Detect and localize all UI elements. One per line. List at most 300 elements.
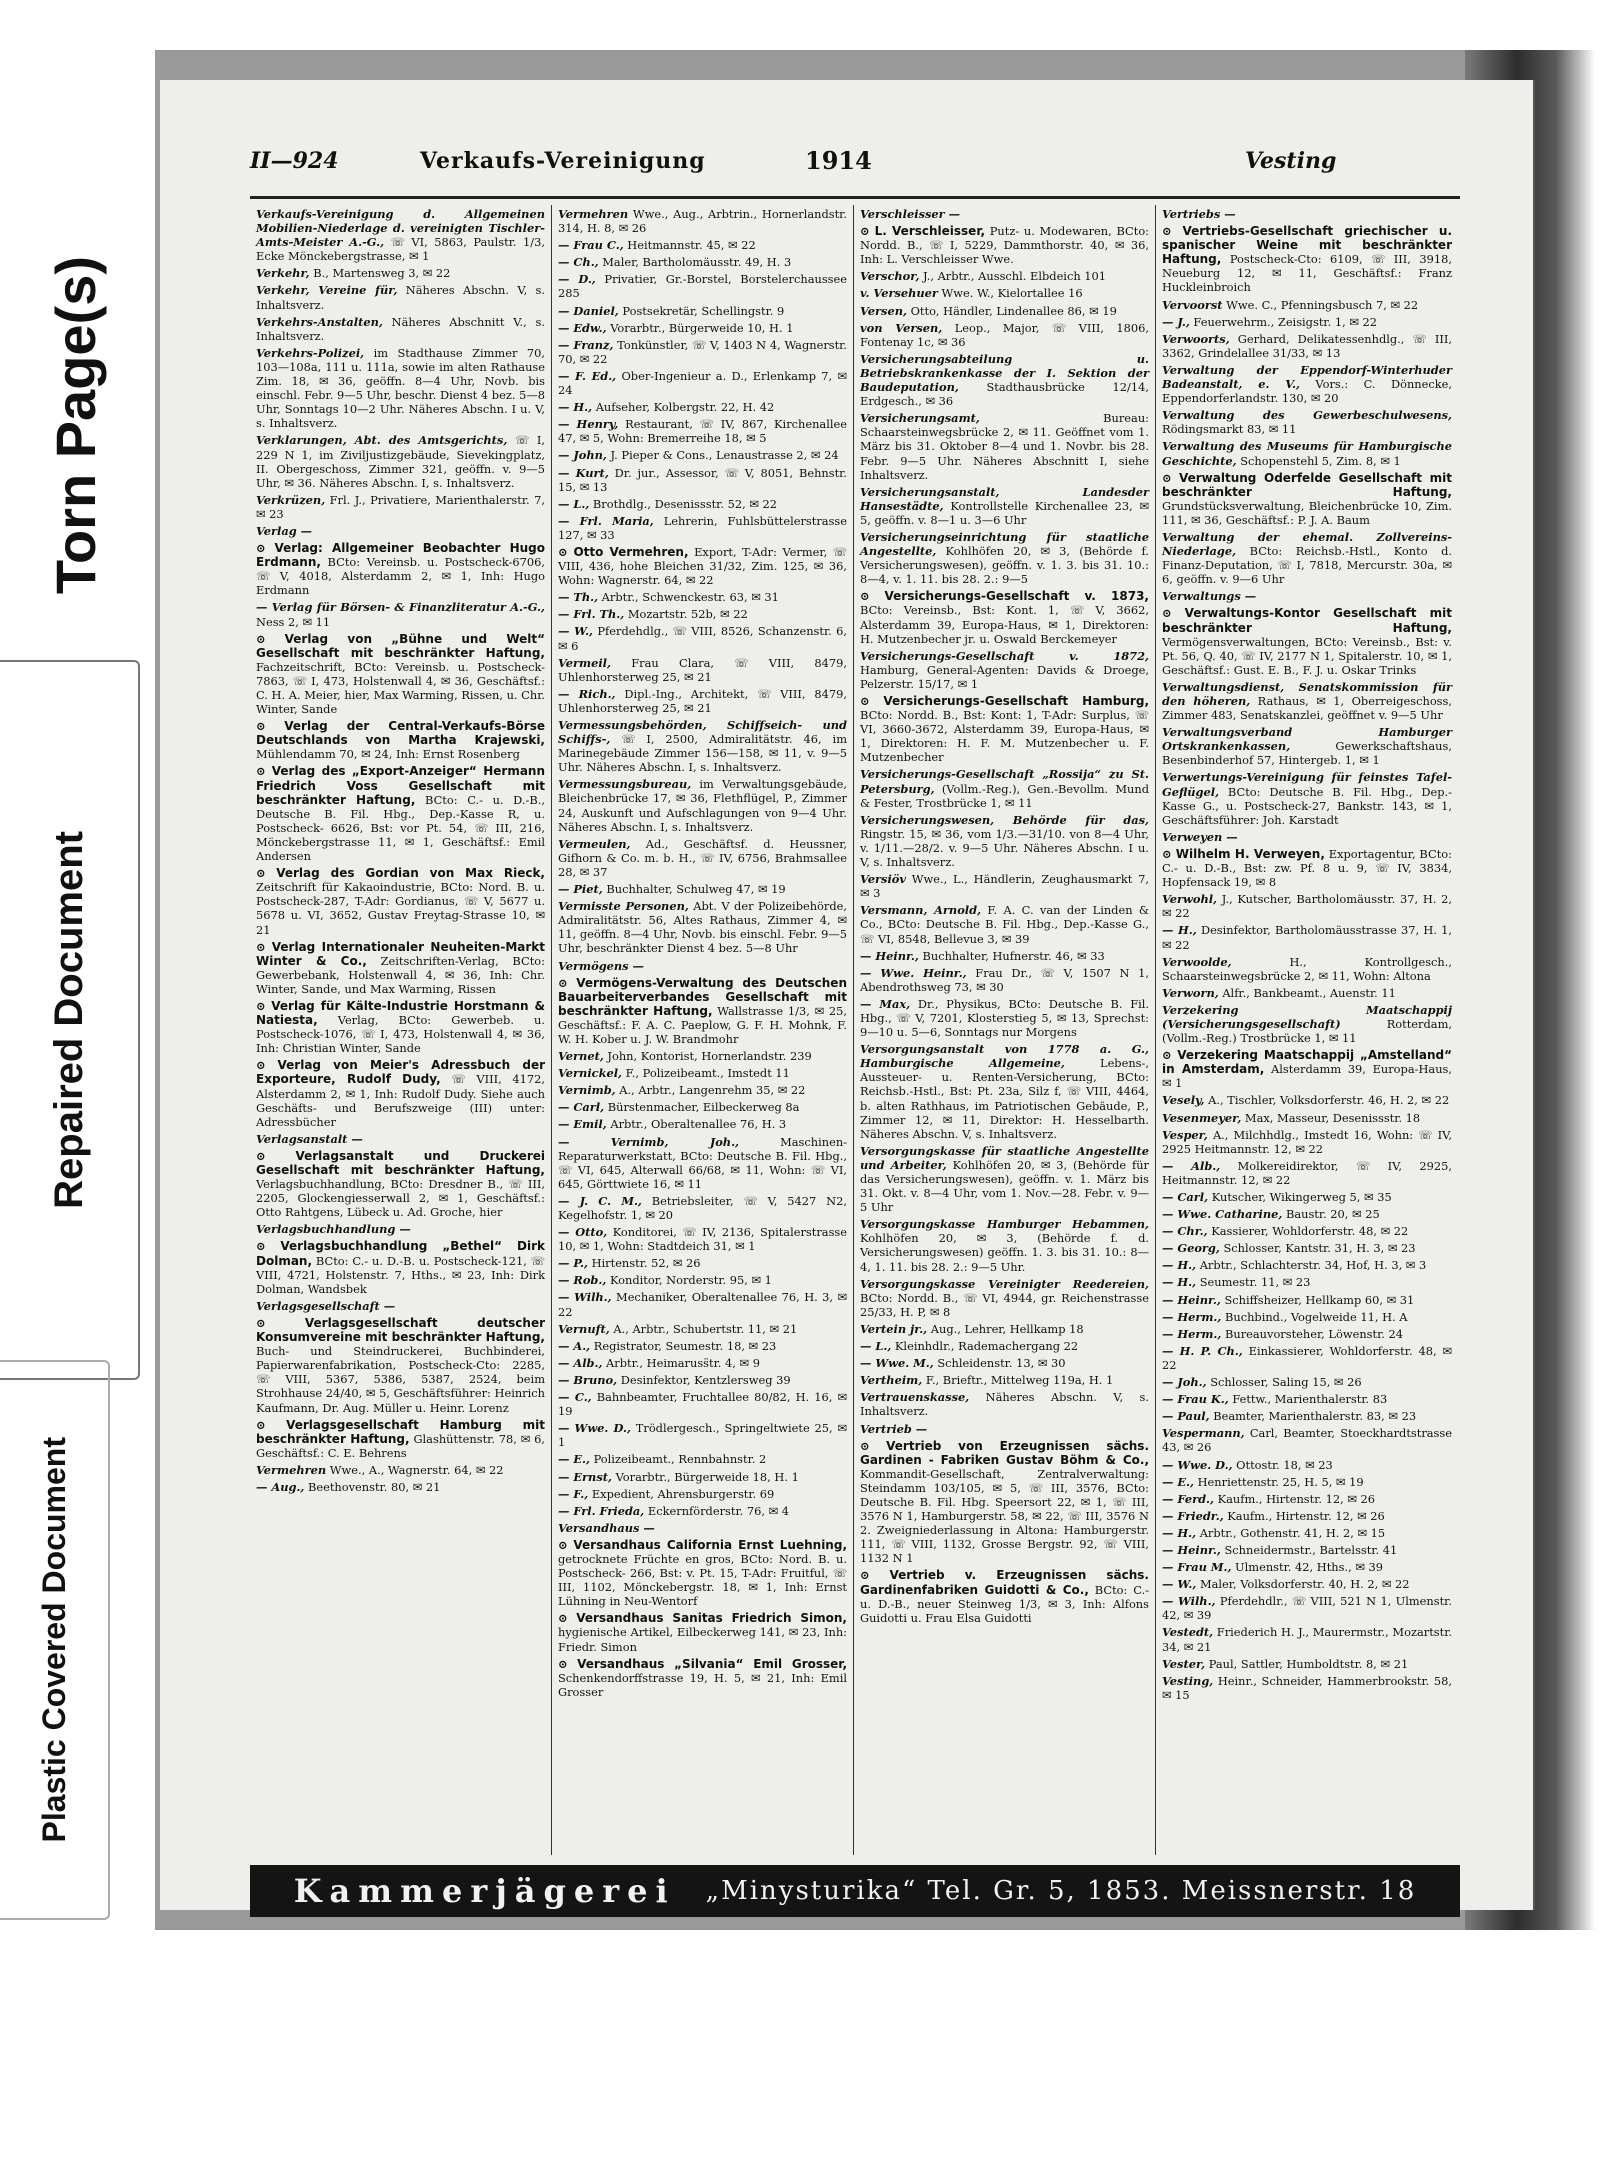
column-1 bbox=[250, 205, 552, 1855]
entry-name: Vernimb, bbox=[558, 1083, 616, 1098]
entry-details: Glashüttenstr. 78, ✉ 6, Geschäftsf.: C. E. Behrens bbox=[256, 1431, 545, 1460]
entry-name: — Aug., bbox=[256, 1479, 305, 1494]
entry-details: Fettw., Marienthalerstr. 83 bbox=[1232, 1392, 1388, 1407]
entry-details: Schopenstehl 5, Zim. 8, ✉ 1 bbox=[1240, 453, 1401, 468]
directory-entry bbox=[1162, 1526, 1452, 1540]
entry-name: Versandhaus — bbox=[558, 1520, 655, 1535]
directory-entry bbox=[1162, 1426, 1452, 1454]
directory-entry bbox=[860, 286, 1149, 300]
directory-entry bbox=[1162, 408, 1452, 436]
entry-details: BCto: C.- u. D.-B., neuer Steinweg 1/3, ✉ 3, Inh: Alfons Guidotti u. Frau Elsa Guidotti bbox=[860, 1582, 1149, 1625]
entry-details: Kleinhdlr., Rademachergang 22 bbox=[894, 1339, 1079, 1354]
directory-entry bbox=[860, 1390, 1149, 1418]
directory-entry bbox=[256, 1058, 545, 1128]
entry-details: Trödlergesch., Springeltwiete 25, ✉ 1 bbox=[558, 1421, 847, 1450]
entry-details: Privatier, Gr.-Borstel, Borstelerchaussee 285 bbox=[558, 272, 847, 301]
entry-details: Frl. J., Privatiere, Marienthalerstr. 7, ✉ 23 bbox=[256, 492, 545, 521]
directory-entry bbox=[860, 485, 1149, 527]
directory-entry bbox=[256, 1149, 545, 1219]
entry-details: Arbtr., Heimaruss̈tr. 4, ✉ 9 bbox=[606, 1355, 760, 1370]
directory-entry bbox=[1162, 1577, 1452, 1591]
entry-name: Verwaltung des Museums für Hamburgische Geschichte, bbox=[1162, 439, 1452, 468]
entry-name: Verlag des „Export-Anzeiger“ Hermann Friedrich Voss Gesellschaft mit beschränkter Haftung, bbox=[256, 764, 546, 807]
entry-name: Verschleisser — bbox=[860, 207, 961, 221]
entry-name: Vernickel, bbox=[558, 1066, 623, 1081]
directory-entry bbox=[558, 1373, 847, 1387]
entry-details: Wwe. C., Pfenningsbusch 7, ✉ 22 bbox=[1226, 297, 1419, 312]
entry-details: A., Arbtr., Langenrehm 35, ✉ 22 bbox=[619, 1083, 806, 1098]
entry-name: Vermisste Personen, bbox=[558, 899, 689, 914]
entry-name: Verwaltung Oderfelde Gesellschaft mit beschränkter Haftung, bbox=[1162, 470, 1452, 499]
entry-name: Versicherungs-Gesellschaft v. 1873, bbox=[884, 589, 1149, 604]
entry-details: Aufseher, Kolbergstr. 22, H. 42 bbox=[595, 400, 775, 415]
entry-details: Schneidermstr., Bartelsstr. 41 bbox=[1224, 1542, 1398, 1557]
entry-name: — Frl. Frieda, bbox=[558, 1503, 645, 1518]
entry-details: J., Kutscher, Bartholomäusstr. 37, H. 2, ✉ 22 bbox=[1162, 892, 1453, 921]
entry-name: — A., bbox=[558, 1338, 591, 1353]
entry-name: Vermessungsbehörden, Schiffseich- und Schiffs-, bbox=[558, 718, 847, 747]
tab-repaired-document[interactable] bbox=[0, 660, 140, 1380]
directory-entry bbox=[558, 976, 847, 1046]
entry-details: (Vollm.-Reg.), Gen.-Bevollm. Mund & Fester, Trostbrücke 1, ✉ 11 bbox=[860, 781, 1149, 810]
entry-name: Verlag des Gordian von Max Rieck, bbox=[276, 866, 545, 881]
entry-details: Wallstrasse 1/3, ✉ 25, Geschäftsf.: F. A. C. Paeplow, G. F. H. Mohnk, F. W. H. Kober u. J. W. Brandmohr bbox=[558, 1003, 847, 1046]
directory-entry bbox=[1162, 1458, 1452, 1472]
directory-entry bbox=[558, 255, 847, 269]
directory-entry bbox=[558, 497, 847, 511]
directory-entry bbox=[1162, 1293, 1452, 1307]
directory-entry bbox=[1162, 1190, 1452, 1204]
entry-name: — W., bbox=[1162, 1577, 1197, 1592]
entry-details: Carl, Beamter, Stoeckhardtstrasse 43, ✉ 26 bbox=[1162, 1426, 1452, 1455]
entry-details: F., Polizeibeamt., Imstedt 11 bbox=[625, 1066, 790, 1081]
directory-entry bbox=[1162, 1344, 1452, 1372]
entry-name: — Frau K., bbox=[1162, 1392, 1229, 1407]
directory-entry bbox=[256, 283, 545, 311]
entry-name: Vervoorst bbox=[1162, 297, 1223, 312]
entry-name: Versandhaus Sanitas Friedrich Simon, bbox=[576, 1611, 847, 1626]
entry-details: Wwe., A., Wagnerstr. 64, ✉ 22 bbox=[329, 1462, 504, 1477]
entry-details: Dipl.-Ing., Architekt, ☏ VIII, 8479, Uhlenhorsterweg 25, ✉ 21 bbox=[558, 686, 847, 715]
directory-entry bbox=[860, 1322, 1149, 1336]
directory-entry bbox=[1162, 892, 1452, 920]
entry-name: — John, bbox=[558, 448, 607, 463]
entry-details: Rotterdam, (Vollm.-Reg.) Trostbrücke 1, ✉ 11 bbox=[1162, 1016, 1452, 1046]
directory-entry bbox=[558, 1117, 847, 1131]
entry-details: Friederich H. J., Maurermstr., Mozartstr. 34, ✉ 21 bbox=[1162, 1625, 1453, 1654]
entry-details: Brothdlg., Desenissstr. 52, ✉ 22 bbox=[592, 496, 777, 511]
entry-details: Vors.: C. Dönnecke, Eppendorferlandstr. 130, ✉ 20 bbox=[1162, 377, 1453, 406]
entry-details: Ness 2, ✉ 11 bbox=[256, 614, 331, 629]
directory-entry bbox=[860, 1439, 1149, 1566]
directory-entry bbox=[1162, 1375, 1452, 1389]
entry-details: Dr., Physikus, BCto: Deutsche B. Fil. Hbg., ☏ V, 7201, Klosterstieg 5, ✉ 13, Sprechst: 9—10 u. 5—6, Sonntags nur Morgens bbox=[860, 996, 1150, 1040]
entry-details: Schleidenstr. 13, ✉ 30 bbox=[937, 1356, 1066, 1371]
entry-name: Otto Vermehren, bbox=[573, 544, 689, 559]
entry-name: Verwaltung der ehemal. Zollvereins-Niederlage, bbox=[1162, 529, 1452, 559]
entry-name: Vesely, bbox=[1162, 1093, 1205, 1108]
directory-entry bbox=[558, 1135, 847, 1191]
directory-entry bbox=[256, 433, 545, 489]
entry-name: Verlagsanstalt — bbox=[256, 1131, 363, 1146]
entry-details: Betriebsleiter, ☏ V, 5427 N2, Kegelhofstr. 1, ✉ 20 bbox=[558, 1193, 847, 1222]
entry-details: Kohlhöfen 20, ✉ 3, (Behörde für das Versicherungswesen), geöffn. v. 1. März bis 31. Okt. v. 8—4 Uhr, vom 1. Nov.—28. Febr. v. 9—5 Uhr bbox=[860, 1157, 1149, 1215]
directory-entry bbox=[1162, 770, 1452, 826]
directory-entry bbox=[256, 764, 545, 863]
directory-entry bbox=[256, 1239, 545, 1295]
entry-details: Feuerwehrm., Zeisigstr. 1, ✉ 22 bbox=[1193, 314, 1377, 329]
directory-entry bbox=[558, 304, 847, 318]
entry-name: Versicherungs-Gesellschaft „Rossija“ zu St. Petersburg, bbox=[860, 767, 1149, 796]
directory-entry bbox=[860, 224, 1149, 266]
directory-entry bbox=[558, 1256, 847, 1270]
running-head bbox=[250, 148, 1460, 188]
directory-entry bbox=[1162, 471, 1452, 527]
entry-name: — H., bbox=[1162, 923, 1197, 938]
entry-name: Vermeulen, bbox=[558, 836, 631, 851]
entry-details: Fachzeitschrift, BCto: Vereinsb. u. Postscheck-7863, ☏ I, 473, Holstenwall 4, ✉ 36, Geschäftsf.: C. H. A. Meier, hier, Max Warming, Rissen, u. Chr. Winter, Sande bbox=[256, 659, 546, 717]
entry-details: Zeitschriften-Verlag, BCto: Gewerbebank, Holstenwall 4, ✉ 36, Inh: Chr. Winter, Sande, und Max Warming, Rissen bbox=[256, 953, 545, 996]
directory-entry bbox=[256, 719, 545, 761]
directory-entry bbox=[860, 813, 1149, 869]
entry-name: — Chr., bbox=[1162, 1224, 1208, 1239]
entry-details: Ringstr. 15, ✉ 36, vom 1/3.—31/10. von 8—4 Uhr, v. 1/11.—28/2. v. 9—5 Uhr. Näheres Abschn. I u. V, s. Inhaltsverz. bbox=[860, 826, 1149, 870]
entry-details: Arbtr., Oberaltenallee 76, H. 3 bbox=[610, 1117, 787, 1132]
entry-details: Buchhalter, Schulweg 47, ✉ 19 bbox=[606, 882, 786, 897]
entry-name: Verklarungen, Abt. des Amtsgerichts, bbox=[256, 433, 508, 448]
entry-name: Verwaltungsdienst, Senatskommission für den höheren, bbox=[1162, 679, 1452, 708]
directory-entry bbox=[1162, 207, 1452, 221]
entry-details: Dr. jur., Assessor, ☏ V, 8051, Behnstr. 15, ✉ 13 bbox=[558, 465, 847, 494]
directory-columns bbox=[250, 205, 1460, 1855]
entry-name: — Henry, bbox=[558, 417, 619, 432]
entry-name: — Rob., bbox=[558, 1273, 607, 1288]
directory-entry bbox=[1162, 1594, 1452, 1622]
entry-details: Frau Dr., ☏ V, 1507 N 1, Abendrothsweg 73, ✉ 30 bbox=[860, 965, 1150, 994]
directory-entry bbox=[256, 1132, 545, 1146]
tab-torn-pages[interactable] bbox=[0, 190, 150, 660]
entry-name: Versicherungsamt, bbox=[860, 411, 980, 426]
directory-entry bbox=[1162, 589, 1452, 603]
entry-details: ☏ I, 229 N 1, im Ziviljustizgebäude, Sievekingplatz, II. Obergeschoss, Zimmer 321, geöffn. v. 9—5 Uhr, ✉ 36. Näheres Abschn. I, s. Inhaltsverz. bbox=[256, 433, 545, 490]
entry-name: Verkehr, Vereine für, bbox=[256, 283, 398, 298]
entry-name: — Paul, bbox=[1162, 1409, 1210, 1424]
entry-name: L. Verschleisser, bbox=[874, 224, 986, 239]
entry-details: Ober-Ingenieur a. D., Erlenkamp 7, ✉ 24 bbox=[558, 368, 847, 398]
directory-entry bbox=[860, 1356, 1149, 1370]
entry-details: Schiffsheizer, Hellkamp 60, ✉ 31 bbox=[1224, 1292, 1415, 1307]
entry-name: — Ernst, bbox=[558, 1469, 612, 1484]
entry-details: Verlagsbuchhandlung, BCto: Dresdner B., ☏ III, 2205, Glockengiesserwall 2, ✉ 1, Geschäftsf.: Otto Rahtgens, Lübeck u. Ad. Groche, hier bbox=[256, 1177, 545, 1220]
entry-name: — Heinr., bbox=[860, 948, 919, 963]
entry-name: Versicherungsabteilung u. Betriebskrankenkasse der I. Sektion der Baudeputation, bbox=[860, 351, 1149, 395]
entry-details: Bahnbeamter, Fruchtallee 80/82, H. 16, ✉ 19 bbox=[558, 1390, 848, 1419]
entry-details: Näheres Abschn. V, s. Inhaltsverz. bbox=[256, 283, 545, 312]
directory-entry bbox=[1162, 1409, 1452, 1423]
entry-name: Versicherungs-Gesellschaft Hamburg, bbox=[883, 694, 1149, 708]
entry-name: — Heinr., bbox=[1162, 1292, 1221, 1307]
directory-entry bbox=[860, 530, 1149, 586]
entry-name: — Otto, bbox=[558, 1225, 608, 1240]
entry-name: Verwaltungs-Kontor Gesellschaft mit beschränkter Haftung, bbox=[1162, 606, 1452, 635]
entry-name: — Wwe. M., bbox=[860, 1356, 934, 1371]
entry-name: — Vernimb, Joh., bbox=[558, 1134, 740, 1149]
entry-name: Verkaufs-Vereinigung d. Allgemeinen Mobilien-Niederlage d. vereinigten Tischler-Amts-Meister A.-G., bbox=[256, 207, 545, 250]
directory-entry bbox=[1162, 1048, 1452, 1090]
directory-entry bbox=[558, 1339, 847, 1353]
entry-details: Rathaus, ✉ 1, Oberreigeschoss, Zimmer 483, Senatskanzlei, geöffnet v. 9—5 Uhr bbox=[1162, 694, 1452, 723]
directory-entry bbox=[558, 514, 847, 542]
directory-entry bbox=[860, 352, 1149, 408]
column-3 bbox=[854, 205, 1156, 1855]
entry-name: Vester, bbox=[1162, 1656, 1206, 1671]
directory-entry bbox=[1162, 1625, 1452, 1653]
directory-entry bbox=[860, 1568, 1149, 1624]
entry-name: Vertriebs — bbox=[1162, 207, 1236, 221]
entry-name: — Th., bbox=[558, 590, 599, 605]
entry-details: Konditorei, ☏ IV, 2136, Spitalerstrasse 10, ✉ 1, Wohn: Stadtdeich 31, ✉ 1 bbox=[558, 1225, 847, 1254]
banner-main-text: Kammerjägerei bbox=[293, 1872, 676, 1910]
directory-entry bbox=[1162, 1560, 1452, 1574]
entry-details: Kassierer, Wohldorferstr. 48, ✉ 22 bbox=[1211, 1224, 1409, 1239]
entry-details: Wwe., L., Händlerin, Zeughausmarkt 7, ✉ 3 bbox=[860, 872, 1149, 901]
entry-name: Vertriebs-Gesellschaft griechischer u. spanischer Weine mit beschränkter Haftung, bbox=[1162, 224, 1453, 267]
entry-details: H., Kontrollgesch., Schaarsteinwegsbrücke 2, ✉ 11, Wohn: Altona bbox=[1162, 954, 1452, 983]
entry-details: Hirtenstr. 52, ✉ 26 bbox=[591, 1256, 701, 1271]
entry-details: Kommandit-Gesellschaft, Zentralverwaltung: Steindamm 103/105, ✉ 5, ☏ III, 3576, BCto: Deutsche B. Fil. Hbg. Speersort 22, ✉ 1, ☏ III, 3576 N 1, Hamburgerstr. 58, ✉ 22, ☏ III, 3576 N 2. Zweigniederlassung in Altona: Hamburgerstr. 111, ☏ VIII, 1132, Grosse Bergstr. 92, ☏ VIII, 1132 N 1 bbox=[860, 1466, 1149, 1566]
directory-entry bbox=[860, 872, 1149, 900]
directory-entry bbox=[256, 266, 545, 280]
directory-entry bbox=[860, 966, 1149, 994]
entry-name: Wilhelm H. Verweyen, bbox=[1175, 846, 1325, 861]
entry-name: — L., bbox=[860, 1339, 892, 1354]
scanned-page-viewport bbox=[155, 50, 1595, 1930]
entry-name: Vertein jr., bbox=[860, 1321, 928, 1336]
entry-details: Eckernförderstr. 76, ✉ 4 bbox=[647, 1503, 790, 1518]
entry-details: Heinr., Schneider, Hammerbrookstr. 58, ✉ 15 bbox=[1162, 1673, 1452, 1702]
directory-entry bbox=[860, 767, 1149, 809]
directory-entry bbox=[1162, 1392, 1452, 1406]
entry-name: Verwaltungs — bbox=[1162, 589, 1257, 604]
entry-name: Versicherungs-Gesellschaft v. 1872, bbox=[860, 648, 1149, 663]
directory-entry bbox=[558, 882, 847, 896]
tab-plastic-covered-document[interactable] bbox=[0, 1360, 110, 1920]
entry-name: Versorgungskasse für staatliche Angestellte und Arbeiter, bbox=[860, 1143, 1149, 1172]
directory-entry bbox=[860, 411, 1149, 481]
directory-entry bbox=[558, 238, 847, 252]
entry-details: Aug., Lehrer, Hellkamp 18 bbox=[930, 1321, 1084, 1336]
entry-details: Mechaniker, Oberaltenallee 76, H. 3, ✉ 22 bbox=[558, 1290, 847, 1319]
entry-details: Bürstenmacher, Eilbeckerweg 8a bbox=[607, 1100, 800, 1115]
entry-details: Vorarbtr., Bürgerweide 18, H. 1 bbox=[615, 1469, 799, 1484]
entry-name: Vespermann, bbox=[1162, 1426, 1245, 1441]
entry-name: Verwaltung der Eppendorf-Winterhuder Badeanstalt, e. V., bbox=[1162, 362, 1452, 392]
directory-entry bbox=[256, 600, 545, 628]
entry-name: Versicherungsanstalt, Landesder Hansestädte, bbox=[860, 484, 1149, 513]
entry-details: Arbtr., Schwenckestr. 63, ✉ 31 bbox=[601, 590, 779, 605]
directory-entry bbox=[1162, 1258, 1452, 1272]
directory-entry bbox=[1162, 298, 1452, 312]
entry-details: J. Pieper & Cons., Lenaustrasse 2, ✉ 24 bbox=[610, 448, 839, 463]
directory-entry bbox=[558, 959, 847, 973]
directory-entry bbox=[1162, 606, 1452, 676]
entry-name: — Frau M., bbox=[1162, 1560, 1232, 1575]
directory-entry bbox=[558, 321, 847, 335]
entry-details: Henriettenstr. 25, H. 5, ✉ 19 bbox=[1197, 1474, 1364, 1489]
directory-entry bbox=[558, 1100, 847, 1114]
directory-entry bbox=[558, 1521, 847, 1535]
entry-name: Versandhaus „Silvania“ Emil Grosser, bbox=[577, 1656, 848, 1671]
entry-details: Schlosser, Saling 15, ✉ 26 bbox=[1210, 1375, 1362, 1390]
entry-name: Verlag der Central-Verkaufs-Börse Deutschlands von Martha Krajewski, bbox=[256, 719, 545, 748]
entry-name: Verwohl, bbox=[1162, 892, 1218, 907]
entry-name: — E., bbox=[558, 1452, 590, 1467]
entry-name: Versmann, Arnold, bbox=[860, 903, 982, 918]
entry-name: Vermessungsbureau, bbox=[558, 777, 692, 792]
entry-name: Verlag von Meier's Adressbuch der Exporteure, Rudolf Dudy, bbox=[256, 1058, 546, 1087]
entry-name: Vesper, bbox=[1162, 1127, 1208, 1142]
entry-details: Konditor, Norderstr. 95, ✉ 1 bbox=[609, 1273, 772, 1288]
entry-name: — Franz, bbox=[558, 337, 614, 352]
directory-entry bbox=[558, 1273, 847, 1287]
entry-details: Desinfektor, Kentzlersweg 39 bbox=[620, 1372, 791, 1387]
entry-name: — Alb., bbox=[1162, 1158, 1221, 1173]
entry-name: Verwoorts, bbox=[1162, 331, 1230, 346]
entry-details: John, Kontorist, Hornerlandstr. 239 bbox=[607, 1049, 812, 1064]
entry-details: Registrator, Seumestr. 18, ✉ 23 bbox=[593, 1338, 777, 1353]
directory-entry bbox=[558, 624, 847, 652]
entry-name: Versorgungskasse Vereinigter Reedereien, bbox=[860, 1276, 1149, 1291]
entry-name: — J. C. M., bbox=[558, 1193, 642, 1208]
tab-plastic-covered-label: Plastic Covered Document bbox=[35, 1437, 72, 1843]
directory-entry bbox=[558, 718, 847, 774]
directory-entry bbox=[1162, 1111, 1452, 1125]
entry-name: Vernet, bbox=[558, 1049, 604, 1064]
directory-entry bbox=[558, 1538, 847, 1608]
entry-name: — P., bbox=[558, 1256, 588, 1271]
entry-name: Vermögens-Verwaltung des Deutschen Bauarbeiterverbandes Gesellschaft mit beschränkter Haftung, bbox=[558, 975, 847, 1018]
entry-details: Ottostr. 18, ✉ 23 bbox=[1236, 1457, 1333, 1472]
directory-entry bbox=[558, 1322, 847, 1336]
entry-details: A., Tischler, Volksdorferstr. 46, H. 2, ✉ 22 bbox=[1208, 1093, 1450, 1108]
directory-entry bbox=[1162, 923, 1452, 951]
entry-name: Verkehrs-Anstalten, bbox=[256, 314, 383, 329]
entry-details: A., Milchhdlg., Imstedt 16, Wohn: ☏ IV, 2925 Heitmannstr. 12, ✉ 22 bbox=[1162, 1127, 1453, 1156]
directory-entry bbox=[1162, 1492, 1452, 1506]
entry-name: — Friedr., bbox=[1162, 1508, 1224, 1523]
entry-details: BCto: Reichsb.-Hstl., Konto d. Finanz-Deputation, ☏ I, 7818, Mercurstr. 30a, ✉ 6, geöffn. v. 9—6 Uhr bbox=[1162, 544, 1452, 587]
entry-name: Verlagsbuchhandlung — bbox=[256, 1222, 411, 1237]
directory-entry bbox=[256, 541, 545, 597]
entry-details: Kaufm., Hirtenstr. 12, ✉ 26 bbox=[1227, 1508, 1385, 1523]
entry-name: — H., bbox=[1162, 1258, 1197, 1273]
entry-details: BCto: Nordd. B., Bst: Kont: 1, T-Adr: Surplus, ☏ VI, 3660-3672, Alsterdamm 39, Europa-Haus, ✉ 1, Direktoren: H. F. M. Mutzenbecher u. F. Mutzenbecher bbox=[860, 708, 1149, 765]
entry-details: Hamburg, General-Agenten: Davids & Droege, Pelzerstr. 15/17, ✉ 1 bbox=[860, 662, 1149, 691]
entry-name: v. Versehuer bbox=[860, 286, 938, 301]
entry-name: Vertrieb — bbox=[860, 1421, 928, 1436]
directory-page bbox=[160, 80, 1535, 1910]
entry-name: Vesenmeyer, bbox=[1162, 1110, 1242, 1125]
entry-details: Otto, Händler, Lindenallee 86, ✉ 19 bbox=[910, 303, 1117, 318]
column-2 bbox=[552, 205, 854, 1855]
entry-details: Buch- und Steindruckerei, Buchbinderei, Papierwarenfabrikation, Postscheck-Cto: 2285, ☏ VIII, 5367, 5386, 5387, 2524, beim Strohhause 24/40, ✉ 5, Geschäftsführer: Heinrich Kaufmann, Dr. Aug. Müller u. Heinr. Lorenz bbox=[256, 1344, 545, 1415]
directory-entry bbox=[1162, 1657, 1452, 1671]
entry-details: Wwe., Aug., Arbtrin., Hornerlandstr. 314, H. 8, ✉ 26 bbox=[558, 207, 847, 236]
entry-name: — H., bbox=[558, 400, 593, 415]
entry-name: — D., bbox=[558, 272, 596, 287]
entry-details: ☏ VIII, 4172, Alsterdamm 2, ✉ 1, Inh: Rudolf Dudy. Siehe auch Geschäfts- und Berufszweige (III) unter: Adressbücher bbox=[256, 1072, 545, 1129]
directory-entry bbox=[1162, 1207, 1452, 1221]
entry-details: A., Arbtr., Schubertstr. 11, ✉ 21 bbox=[613, 1321, 798, 1336]
entry-details: Seumestr. 11, ✉ 23 bbox=[1199, 1275, 1311, 1290]
entry-details: Gerhard, Delikatessenhdlg., ☏ III, 3362, Grindelallee 31/33, ✉ 13 bbox=[1162, 331, 1452, 360]
entry-name: Versen, bbox=[860, 303, 907, 318]
directory-entry bbox=[1162, 1543, 1452, 1557]
directory-entry bbox=[1162, 847, 1452, 889]
directory-entry bbox=[860, 1217, 1149, 1273]
entry-name: — Max, bbox=[860, 996, 911, 1011]
entry-details: Rödingsmarkt 83, ✉ 11 bbox=[1162, 422, 1297, 437]
entry-details: F., Brieftr., Mittelweg 119a, H. 1 bbox=[925, 1373, 1114, 1388]
entry-details: Exportagentur, BCto: C.- u. D.-B., Bst: zw. Pf. 8 u. 9, ☏ IV, 3834, Hopfensack 19, ✉ 8 bbox=[1162, 846, 1452, 890]
entry-name: Vertheim, bbox=[860, 1373, 923, 1388]
entry-details: getrocknete Früchte en gros, BCto: Nord. B. u. Postscheck- 266, Bst: v. Pt. 15, T-Adr: Fruitful, ☏ III, 1102, Mönckebergstr. 18, ✉ 1, Inh: Ernst Lühning in Neu-Wentorf bbox=[558, 1551, 847, 1609]
directory-entry bbox=[1162, 1509, 1452, 1523]
directory-entry bbox=[860, 1422, 1149, 1436]
entry-details: Bureau: Schaarsteinwegsbrücke 2, ✉ 11. Geöffnet vom 1. März bis 31. Oktober 8—4 und 1. Novbr. bis 28. Febr. 9—5 Uhr. Näheres Abschnitt I, siehe Inhaltsverz. bbox=[860, 411, 1149, 482]
directory-entry bbox=[558, 1356, 847, 1370]
advertisement-banner bbox=[250, 1865, 1460, 1917]
directory-entry bbox=[558, 837, 847, 879]
side-tab-strip bbox=[0, 0, 150, 2177]
entry-name: — Wwe. Catharine, bbox=[1162, 1207, 1283, 1222]
entry-details: ☏ I, 2500, Admiralitätstr. 46, im Marinegebäude Zimmer 156—158, ✉ 11, v. 9—5 Uhr. Näheres Abschn. I, s. Inhaltsverz. bbox=[558, 732, 847, 775]
entry-details: Heitmannstr. 45, ✉ 22 bbox=[627, 238, 756, 253]
directory-entry bbox=[860, 649, 1149, 691]
directory-entry bbox=[1162, 725, 1452, 767]
entry-details: Lehrerin, Fuhlsbüttelerstrasse 127, ✉ 33 bbox=[558, 513, 848, 542]
entry-name: — F. Ed., bbox=[558, 368, 617, 383]
directory-entry bbox=[860, 997, 1149, 1039]
entry-name: — Herm., bbox=[1162, 1309, 1222, 1324]
directory-entry bbox=[558, 1083, 847, 1097]
entry-name: Verlag Internationaler Neuheiten-Markt Winter & Co., bbox=[256, 939, 545, 968]
directory-entry bbox=[558, 1487, 847, 1501]
section-first-word: Verkaufs-Vereinigung bbox=[420, 148, 706, 174]
directory-entry bbox=[558, 400, 847, 414]
entry-name: Verlag für Kälte-Industrie Horstmann & Natiesta, bbox=[256, 998, 546, 1028]
directory-entry bbox=[860, 321, 1149, 349]
entry-name: — H. P. Ch., bbox=[1162, 1343, 1243, 1358]
entry-name: — Frau C., bbox=[558, 238, 624, 253]
entry-details: Postsekretär, Schellingstr. 9 bbox=[622, 303, 785, 318]
directory-entry bbox=[256, 866, 545, 936]
entry-name: Versiöv bbox=[860, 872, 906, 887]
directory-entry bbox=[1162, 332, 1452, 360]
directory-entry bbox=[1162, 1674, 1452, 1702]
entry-name: — E., bbox=[1162, 1474, 1194, 1489]
entry-details: J., Arbtr., Ausschl. Elbdeich 101 bbox=[923, 269, 1107, 284]
entry-name: Vertrauenskasse, bbox=[860, 1390, 970, 1405]
directory-entry bbox=[256, 1222, 545, 1236]
directory-entry bbox=[558, 607, 847, 621]
entry-name: — Emil, bbox=[558, 1117, 607, 1132]
entry-details: Arbtr., Gothenstr. 41, H. 2, ✉ 15 bbox=[1199, 1525, 1386, 1540]
directory-entry bbox=[1162, 955, 1452, 983]
entry-details: Maler, Bartholomäusstr. 49, H. 3 bbox=[602, 255, 792, 270]
entry-name: Verzekering Maatschappij „Amstelland“ in Amsterdam, bbox=[1162, 1048, 1453, 1077]
entry-name: — H., bbox=[1162, 1275, 1197, 1290]
